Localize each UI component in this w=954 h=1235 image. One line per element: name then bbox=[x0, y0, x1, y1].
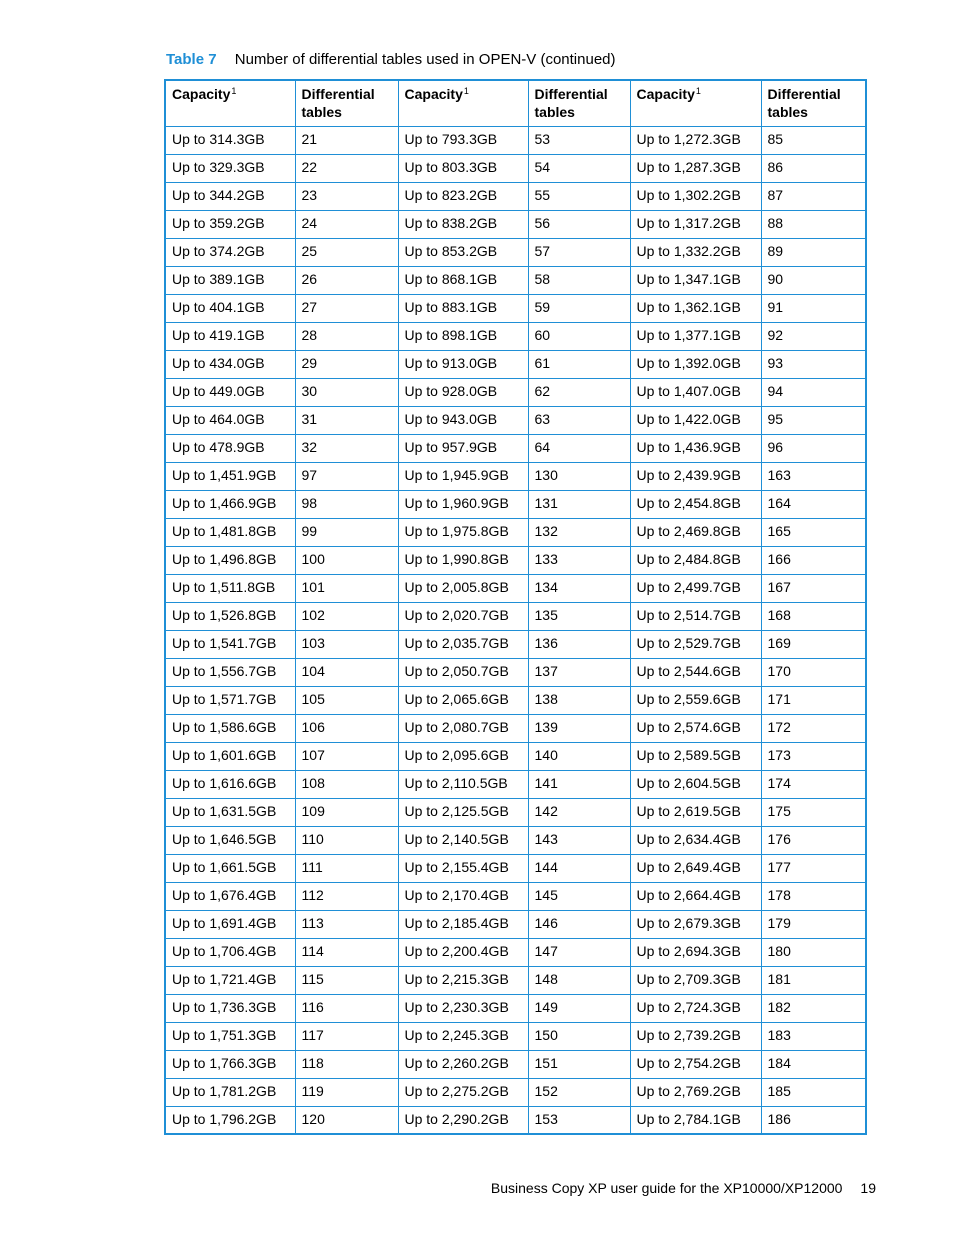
cell-capacity: Up to 2,140.5GB bbox=[398, 826, 528, 854]
cell-differential-tables: 152 bbox=[528, 1078, 630, 1106]
cell-differential-tables: 91 bbox=[761, 294, 866, 322]
table-row bbox=[165, 630, 866, 658]
cell-capacity: Up to 2,724.3GB bbox=[630, 994, 761, 1022]
cell-differential-tables: 172 bbox=[761, 714, 866, 742]
cell-capacity: Up to 1,796.2GB bbox=[165, 1106, 295, 1134]
cell-capacity: Up to 2,080.7GB bbox=[398, 714, 528, 742]
table-row bbox=[165, 910, 866, 938]
cell-differential-tables: 132 bbox=[528, 518, 630, 546]
table-row bbox=[165, 322, 866, 350]
cell-differential-tables: 119 bbox=[295, 1078, 398, 1106]
cell-capacity: Up to 2,260.2GB bbox=[398, 1050, 528, 1078]
table-row bbox=[165, 238, 866, 266]
cell-differential-tables: 29 bbox=[295, 350, 398, 378]
cell-differential-tables: 110 bbox=[295, 826, 398, 854]
cell-differential-tables: 111 bbox=[295, 854, 398, 882]
cell-differential-tables: 153 bbox=[528, 1106, 630, 1134]
cell-capacity: Up to 2,514.7GB bbox=[630, 602, 761, 630]
cell-capacity: Up to 1,571.7GB bbox=[165, 686, 295, 714]
cell-capacity: Up to 2,170.4GB bbox=[398, 882, 528, 910]
cell-differential-tables: 98 bbox=[295, 490, 398, 518]
cell-capacity: Up to 1,960.9GB bbox=[398, 490, 528, 518]
cell-differential-tables: 180 bbox=[761, 938, 866, 966]
cell-capacity: Up to 419.1GB bbox=[165, 322, 295, 350]
cell-differential-tables: 179 bbox=[761, 910, 866, 938]
table-row bbox=[165, 658, 866, 686]
table-body bbox=[165, 126, 866, 1134]
cell-capacity: Up to 1,481.8GB bbox=[165, 518, 295, 546]
cell-capacity: Up to 2,574.6GB bbox=[630, 714, 761, 742]
cell-differential-tables: 151 bbox=[528, 1050, 630, 1078]
cell-capacity: Up to 2,155.4GB bbox=[398, 854, 528, 882]
cell-differential-tables: 173 bbox=[761, 742, 866, 770]
cell-differential-tables: 100 bbox=[295, 546, 398, 574]
cell-capacity: Up to 803.3GB bbox=[398, 154, 528, 182]
cell-capacity: Up to 2,679.3GB bbox=[630, 910, 761, 938]
cell-differential-tables: 170 bbox=[761, 658, 866, 686]
cell-differential-tables: 88 bbox=[761, 210, 866, 238]
cell-differential-tables: 185 bbox=[761, 1078, 866, 1106]
cell-differential-tables: 94 bbox=[761, 378, 866, 406]
cell-differential-tables: 115 bbox=[295, 966, 398, 994]
cell-differential-tables: 92 bbox=[761, 322, 866, 350]
cell-differential-tables: 30 bbox=[295, 378, 398, 406]
cell-capacity: Up to 2,275.2GB bbox=[398, 1078, 528, 1106]
cell-capacity: Up to 898.1GB bbox=[398, 322, 528, 350]
cell-differential-tables: 167 bbox=[761, 574, 866, 602]
cell-differential-tables: 107 bbox=[295, 742, 398, 770]
table-row bbox=[165, 1022, 866, 1050]
cell-differential-tables: 137 bbox=[528, 658, 630, 686]
cell-capacity: Up to 2,709.3GB bbox=[630, 966, 761, 994]
cell-differential-tables: 141 bbox=[528, 770, 630, 798]
cell-capacity: Up to 314.3GB bbox=[165, 126, 295, 154]
cell-capacity: Up to 943.0GB bbox=[398, 406, 528, 434]
table-caption-text: Number of differential tables used in OPEN-V (continued) bbox=[234, 51, 616, 68]
cell-differential-tables: 59 bbox=[528, 294, 630, 322]
table-row bbox=[165, 182, 866, 210]
cell-capacity: Up to 1,526.8GB bbox=[165, 602, 295, 630]
cell-capacity: Up to 2,664.4GB bbox=[630, 882, 761, 910]
cell-differential-tables: 109 bbox=[295, 798, 398, 826]
cell-differential-tables: 27 bbox=[295, 294, 398, 322]
cell-capacity: Up to 2,050.7GB bbox=[398, 658, 528, 686]
cell-capacity: Up to 1,332.2GB bbox=[630, 238, 761, 266]
cell-capacity: Up to 2,439.9GB bbox=[630, 462, 761, 490]
cell-differential-tables: 26 bbox=[295, 266, 398, 294]
cell-differential-tables: 23 bbox=[295, 182, 398, 210]
cell-differential-tables: 133 bbox=[528, 546, 630, 574]
cell-capacity: Up to 1,706.4GB bbox=[165, 938, 295, 966]
header-capacity: Capacity$^1$ bbox=[165, 80, 295, 126]
cell-differential-tables: 168 bbox=[761, 602, 866, 630]
table-row bbox=[165, 266, 866, 294]
cell-differential-tables: 28 bbox=[295, 322, 398, 350]
cell-capacity: Up to 1,721.4GB bbox=[165, 966, 295, 994]
cell-capacity: Up to 434.0GB bbox=[165, 350, 295, 378]
cell-capacity: Up to 2,499.7GB bbox=[630, 574, 761, 602]
cell-capacity: Up to 1,392.0GB bbox=[630, 350, 761, 378]
cell-capacity: Up to 2,245.3GB bbox=[398, 1022, 528, 1050]
table-row bbox=[165, 854, 866, 882]
cell-differential-tables: 117 bbox=[295, 1022, 398, 1050]
cell-differential-tables: 24 bbox=[295, 210, 398, 238]
cell-differential-tables: 32 bbox=[295, 434, 398, 462]
cell-capacity: Up to 1,466.9GB bbox=[165, 490, 295, 518]
cell-differential-tables: 96 bbox=[761, 434, 866, 462]
table-row bbox=[165, 1078, 866, 1106]
cell-capacity: Up to 1,751.3GB bbox=[165, 1022, 295, 1050]
table-caption bbox=[166, 50, 616, 70]
table-row bbox=[165, 294, 866, 322]
table-row bbox=[165, 378, 866, 406]
cell-differential-tables: 182 bbox=[761, 994, 866, 1022]
header-capacity: Capacity$^1$ bbox=[398, 80, 528, 126]
cell-differential-tables: 150 bbox=[528, 1022, 630, 1050]
cell-capacity: Up to 1,945.9GB bbox=[398, 462, 528, 490]
table-row bbox=[165, 1106, 866, 1134]
cell-capacity: Up to 2,125.5GB bbox=[398, 798, 528, 826]
cell-capacity: Up to 1,586.6GB bbox=[165, 714, 295, 742]
cell-capacity: Up to 2,634.4GB bbox=[630, 826, 761, 854]
cell-differential-tables: 178 bbox=[761, 882, 866, 910]
cell-differential-tables: 143 bbox=[528, 826, 630, 854]
table-row bbox=[165, 602, 866, 630]
table-row bbox=[165, 126, 866, 154]
cell-differential-tables: 166 bbox=[761, 546, 866, 574]
table-row bbox=[165, 714, 866, 742]
cell-capacity: Up to 793.3GB bbox=[398, 126, 528, 154]
cell-capacity: Up to 2,529.7GB bbox=[630, 630, 761, 658]
header-differential-tables: Differential tables bbox=[295, 80, 398, 126]
cell-differential-tables: 87 bbox=[761, 182, 866, 210]
cell-differential-tables: 149 bbox=[528, 994, 630, 1022]
cell-capacity: Up to 2,005.8GB bbox=[398, 574, 528, 602]
cell-capacity: Up to 359.2GB bbox=[165, 210, 295, 238]
cell-capacity: Up to 2,469.8GB bbox=[630, 518, 761, 546]
cell-differential-tables: 97 bbox=[295, 462, 398, 490]
cell-differential-tables: 171 bbox=[761, 686, 866, 714]
cell-differential-tables: 61 bbox=[528, 350, 630, 378]
cell-capacity: Up to 838.2GB bbox=[398, 210, 528, 238]
cell-capacity: Up to 2,454.8GB bbox=[630, 490, 761, 518]
cell-capacity: Up to 2,185.4GB bbox=[398, 910, 528, 938]
table-row bbox=[165, 490, 866, 518]
cell-differential-tables: 139 bbox=[528, 714, 630, 742]
cell-capacity: Up to 1,601.6GB bbox=[165, 742, 295, 770]
cell-differential-tables: 136 bbox=[528, 630, 630, 658]
cell-capacity: Up to 374.2GB bbox=[165, 238, 295, 266]
cell-differential-tables: 174 bbox=[761, 770, 866, 798]
cell-differential-tables: 22 bbox=[295, 154, 398, 182]
table-row bbox=[165, 462, 866, 490]
cell-capacity: Up to 2,484.8GB bbox=[630, 546, 761, 574]
cell-differential-tables: 177 bbox=[761, 854, 866, 882]
cell-capacity: Up to 1,631.5GB bbox=[165, 798, 295, 826]
page-number: 19 bbox=[860, 1180, 876, 1196]
cell-differential-tables: 183 bbox=[761, 1022, 866, 1050]
table-row bbox=[165, 798, 866, 826]
cell-capacity: Up to 2,095.6GB bbox=[398, 742, 528, 770]
cell-capacity: Up to 2,035.7GB bbox=[398, 630, 528, 658]
cell-differential-tables: 118 bbox=[295, 1050, 398, 1078]
table-row bbox=[165, 434, 866, 462]
table-row bbox=[165, 742, 866, 770]
cell-capacity: Up to 1,362.1GB bbox=[630, 294, 761, 322]
table-row bbox=[165, 1050, 866, 1078]
cell-differential-tables: 102 bbox=[295, 602, 398, 630]
cell-capacity: Up to 1,556.7GB bbox=[165, 658, 295, 686]
cell-capacity: Up to 449.0GB bbox=[165, 378, 295, 406]
cell-capacity: Up to 1,781.2GB bbox=[165, 1078, 295, 1106]
table-row bbox=[165, 154, 866, 182]
cell-differential-tables: 145 bbox=[528, 882, 630, 910]
cell-capacity: Up to 1,676.4GB bbox=[165, 882, 295, 910]
cell-differential-tables: 54 bbox=[528, 154, 630, 182]
cell-differential-tables: 148 bbox=[528, 966, 630, 994]
cell-differential-tables: 147 bbox=[528, 938, 630, 966]
cell-differential-tables: 134 bbox=[528, 574, 630, 602]
cell-capacity: Up to 1,691.4GB bbox=[165, 910, 295, 938]
cell-differential-tables: 53 bbox=[528, 126, 630, 154]
cell-capacity: Up to 928.0GB bbox=[398, 378, 528, 406]
cell-capacity: Up to 2,065.6GB bbox=[398, 686, 528, 714]
cell-differential-tables: 112 bbox=[295, 882, 398, 910]
cell-capacity: Up to 1,407.0GB bbox=[630, 378, 761, 406]
cell-capacity: Up to 389.1GB bbox=[165, 266, 295, 294]
cell-capacity: Up to 1,541.7GB bbox=[165, 630, 295, 658]
cell-differential-tables: 114 bbox=[295, 938, 398, 966]
cell-differential-tables: 90 bbox=[761, 266, 866, 294]
table-caption-label: Table 7 bbox=[166, 51, 217, 68]
footer-title: Business Copy XP user guide for the XP10000/XP12000 bbox=[490, 1180, 843, 1196]
cell-differential-tables: 60 bbox=[528, 322, 630, 350]
cell-differential-tables: 103 bbox=[295, 630, 398, 658]
cell-differential-tables: 140 bbox=[528, 742, 630, 770]
cell-differential-tables: 108 bbox=[295, 770, 398, 798]
cell-capacity: Up to 1,766.3GB bbox=[165, 1050, 295, 1078]
cell-capacity: Up to 1,661.5GB bbox=[165, 854, 295, 882]
cell-differential-tables: 62 bbox=[528, 378, 630, 406]
cell-capacity: Up to 2,649.4GB bbox=[630, 854, 761, 882]
cell-differential-tables: 55 bbox=[528, 182, 630, 210]
table-row bbox=[165, 994, 866, 1022]
cell-capacity: Up to 329.3GB bbox=[165, 154, 295, 182]
cell-capacity: Up to 2,784.1GB bbox=[630, 1106, 761, 1134]
cell-capacity: Up to 2,769.2GB bbox=[630, 1078, 761, 1106]
cell-differential-tables: 120 bbox=[295, 1106, 398, 1134]
cell-differential-tables: 86 bbox=[761, 154, 866, 182]
cell-capacity: Up to 1,990.8GB bbox=[398, 546, 528, 574]
cell-differential-tables: 57 bbox=[528, 238, 630, 266]
cell-differential-tables: 131 bbox=[528, 490, 630, 518]
cell-capacity: Up to 1,377.1GB bbox=[630, 322, 761, 350]
cell-capacity: Up to 1,272.3GB bbox=[630, 126, 761, 154]
cell-capacity: Up to 1,317.2GB bbox=[630, 210, 761, 238]
cell-capacity: Up to 868.1GB bbox=[398, 266, 528, 294]
cell-capacity: Up to 1,287.3GB bbox=[630, 154, 761, 182]
cell-differential-tables: 163 bbox=[761, 462, 866, 490]
table-row bbox=[165, 882, 866, 910]
table-header-row bbox=[165, 80, 866, 126]
cell-differential-tables: 63 bbox=[528, 406, 630, 434]
cell-capacity: Up to 2,604.5GB bbox=[630, 770, 761, 798]
cell-differential-tables: 176 bbox=[761, 826, 866, 854]
cell-capacity: Up to 1,616.6GB bbox=[165, 770, 295, 798]
cell-capacity: Up to 1,736.3GB bbox=[165, 994, 295, 1022]
cell-capacity: Up to 1,302.2GB bbox=[630, 182, 761, 210]
cell-differential-tables: 184 bbox=[761, 1050, 866, 1078]
cell-differential-tables: 165 bbox=[761, 518, 866, 546]
table-row bbox=[165, 350, 866, 378]
cell-capacity: Up to 2,619.5GB bbox=[630, 798, 761, 826]
cell-capacity: Up to 1,436.9GB bbox=[630, 434, 761, 462]
cell-capacity: Up to 2,200.4GB bbox=[398, 938, 528, 966]
cell-differential-tables: 175 bbox=[761, 798, 866, 826]
cell-differential-tables: 181 bbox=[761, 966, 866, 994]
cell-differential-tables: 95 bbox=[761, 406, 866, 434]
cell-differential-tables: 144 bbox=[528, 854, 630, 882]
cell-capacity: Up to 913.0GB bbox=[398, 350, 528, 378]
page-footer bbox=[491, 1180, 876, 1196]
cell-differential-tables: 58 bbox=[528, 266, 630, 294]
cell-capacity: Up to 344.2GB bbox=[165, 182, 295, 210]
header-differential-tables: Differential tables bbox=[761, 80, 866, 126]
cell-differential-tables: 116 bbox=[295, 994, 398, 1022]
cell-capacity: Up to 2,754.2GB bbox=[630, 1050, 761, 1078]
cell-differential-tables: 25 bbox=[295, 238, 398, 266]
cell-capacity: Up to 2,020.7GB bbox=[398, 602, 528, 630]
table-row bbox=[165, 518, 866, 546]
cell-differential-tables: 106 bbox=[295, 714, 398, 742]
cell-differential-tables: 142 bbox=[528, 798, 630, 826]
cell-differential-tables: 105 bbox=[295, 686, 398, 714]
cell-differential-tables: 56 bbox=[528, 210, 630, 238]
cell-capacity: Up to 957.9GB bbox=[398, 434, 528, 462]
cell-capacity: Up to 1,347.1GB bbox=[630, 266, 761, 294]
cell-capacity: Up to 2,215.3GB bbox=[398, 966, 528, 994]
cell-differential-tables: 135 bbox=[528, 602, 630, 630]
cell-capacity: Up to 2,290.2GB bbox=[398, 1106, 528, 1134]
cell-capacity: Up to 883.1GB bbox=[398, 294, 528, 322]
table-row bbox=[165, 210, 866, 238]
cell-differential-tables: 104 bbox=[295, 658, 398, 686]
differential-tables-table bbox=[164, 79, 867, 1135]
cell-capacity: Up to 2,739.2GB bbox=[630, 1022, 761, 1050]
cell-capacity: Up to 2,589.5GB bbox=[630, 742, 761, 770]
cell-differential-tables: 93 bbox=[761, 350, 866, 378]
cell-capacity: Up to 1,975.8GB bbox=[398, 518, 528, 546]
cell-capacity: Up to 2,559.6GB bbox=[630, 686, 761, 714]
cell-capacity: Up to 464.0GB bbox=[165, 406, 295, 434]
cell-differential-tables: 146 bbox=[528, 910, 630, 938]
table-row bbox=[165, 574, 866, 602]
cell-capacity: Up to 1,646.5GB bbox=[165, 826, 295, 854]
cell-capacity: Up to 2,110.5GB bbox=[398, 770, 528, 798]
cell-differential-tables: 169 bbox=[761, 630, 866, 658]
table-row bbox=[165, 966, 866, 994]
cell-capacity: Up to 2,544.6GB bbox=[630, 658, 761, 686]
cell-capacity: Up to 1,496.8GB bbox=[165, 546, 295, 574]
cell-differential-tables: 31 bbox=[295, 406, 398, 434]
cell-differential-tables: 130 bbox=[528, 462, 630, 490]
cell-differential-tables: 64 bbox=[528, 434, 630, 462]
table-row bbox=[165, 546, 866, 574]
cell-capacity: Up to 404.1GB bbox=[165, 294, 295, 322]
cell-capacity: Up to 1,511.8GB bbox=[165, 574, 295, 602]
cell-capacity: Up to 478.9GB bbox=[165, 434, 295, 462]
cell-capacity: Up to 823.2GB bbox=[398, 182, 528, 210]
table-row bbox=[165, 686, 866, 714]
cell-capacity: Up to 2,230.3GB bbox=[398, 994, 528, 1022]
cell-differential-tables: 138 bbox=[528, 686, 630, 714]
cell-differential-tables: 113 bbox=[295, 910, 398, 938]
table-row bbox=[165, 770, 866, 798]
table-row bbox=[165, 406, 866, 434]
cell-capacity: Up to 1,451.9GB bbox=[165, 462, 295, 490]
table-row bbox=[165, 826, 866, 854]
header-capacity: Capacity$^1$ bbox=[630, 80, 761, 126]
cell-differential-tables: 21 bbox=[295, 126, 398, 154]
cell-differential-tables: 164 bbox=[761, 490, 866, 518]
cell-capacity: Up to 1,422.0GB bbox=[630, 406, 761, 434]
table-row bbox=[165, 938, 866, 966]
cell-differential-tables: 89 bbox=[761, 238, 866, 266]
header-differential-tables: Differential tables bbox=[528, 80, 630, 126]
cell-differential-tables: 101 bbox=[295, 574, 398, 602]
cell-differential-tables: 99 bbox=[295, 518, 398, 546]
cell-differential-tables: 85 bbox=[761, 126, 866, 154]
cell-capacity: Up to 2,694.3GB bbox=[630, 938, 761, 966]
cell-capacity: Up to 853.2GB bbox=[398, 238, 528, 266]
cell-differential-tables: 186 bbox=[761, 1106, 866, 1134]
